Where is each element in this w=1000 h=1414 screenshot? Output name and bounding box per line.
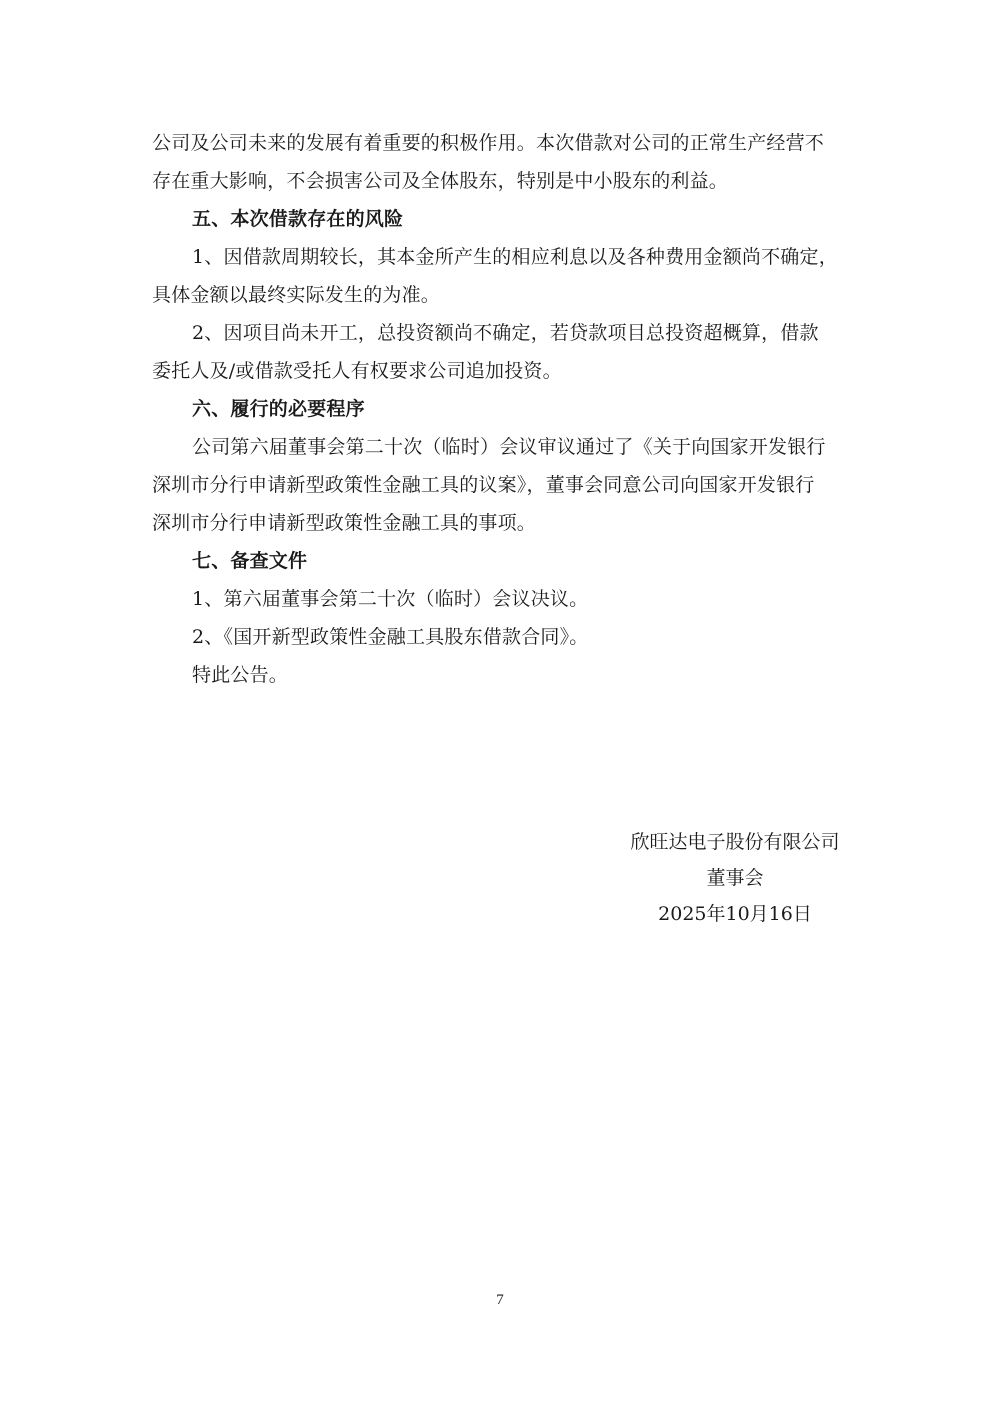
page-number: 7 (496, 1292, 504, 1308)
body-text-line: 深圳市分行申请新型政策性金融工具的议案》，董事会同意公司向国家开发银行 (152, 474, 815, 496)
body-text-line: 深圳市分行申请新型政策性金融工具的事项。 (152, 512, 537, 534)
body-text-line: 具体金额以最终实际发生的为准。 (152, 284, 441, 306)
signature-company: 欣旺达电子股份有限公司 (630, 831, 840, 853)
document-body (152, 124, 852, 694)
body-text-line: 委托人及/或借款受托人有权要求公司追加投资。 (152, 360, 562, 382)
section-heading-reference-documents: 七、备查文件 (192, 550, 308, 572)
signature-block (600, 824, 870, 932)
signature-board: 董事会 (706, 867, 764, 889)
body-text-line: 1、因借款周期较长，其本金所产生的相应利息以及各种费用金额尚不确定， (192, 246, 838, 268)
section-heading-procedures: 六、履行的必要程序 (192, 398, 365, 420)
reference-item: 2、《国开新型政策性金融工具股东借款合同》。 (192, 626, 589, 648)
reference-item: 1、第六届董事会第二十次（临时）会议决议。 (192, 588, 589, 610)
closing-statement: 特此公告。 (192, 664, 289, 686)
section-heading-risks: 五、本次借款存在的风险 (192, 208, 404, 230)
body-text-line: 公司及公司未来的发展有着重要的积极作用。本次借款对公司的正常生产经营不 (152, 132, 825, 154)
signature-date: 2025年10月16日 (658, 903, 812, 925)
body-text-line: 公司第六届董事会第二十次（临时）会议审议通过了《关于向国家开发银行 (192, 436, 826, 458)
body-text-line: 2、因项目尚未开工，总投资额尚不确定，若贷款项目总投资超概算，借款 (192, 322, 819, 344)
body-text-line: 存在重大影响，不会损害公司及全体股东，特别是中小股东的利益。 (152, 170, 729, 192)
